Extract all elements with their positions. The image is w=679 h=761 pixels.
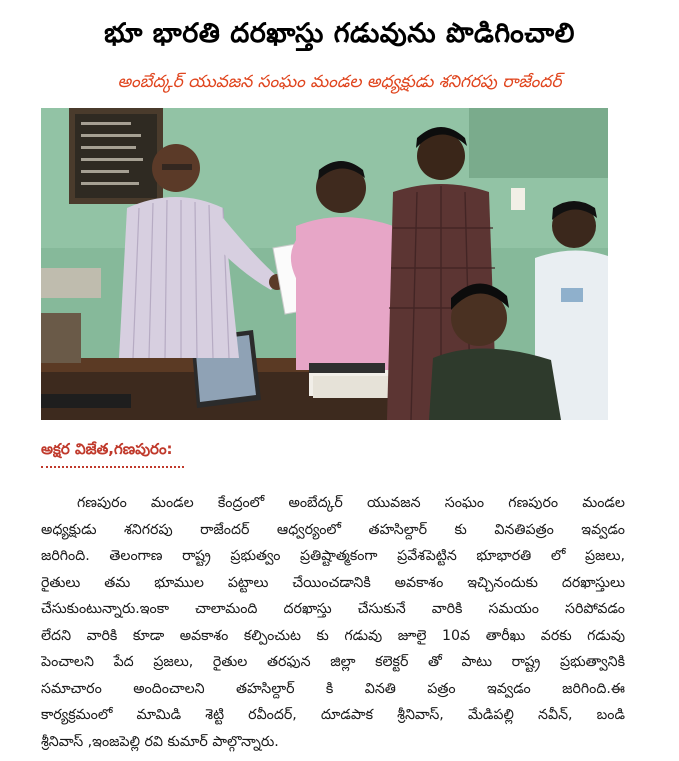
dateline-underline (41, 466, 184, 468)
body-line: శ్రీనివాస్ ,ఇంజపెల్లి రవి కుమార్ పాల్గొన్నారు. (41, 733, 279, 750)
headline: భూ భారతి దరఖాస్తు గడువును పొడిగించాలి (104, 18, 575, 49)
body-line: చేసుకుంటున్నారు.ఇంకా చాలామంది దరఖాస్తు చేసుకునే వారికి సమయం సరిపోవడం (41, 601, 625, 617)
body-line: జరిగింది. తెలంగాణ రాష్ట్ర ప్రభుత్వం ప్రతిష్టాత్మకంగా ప్రవేశపెట్టిన భూభారతి లో ప్రజలు, (41, 548, 625, 564)
body-line: పెంచాలని పేద ప్రజలు, రైతుల తరఫున జిల్లా కలెక్టర్ తో పాటు రాష్ట్ర ప్రభుత్వానికి (41, 654, 625, 670)
body-line: గణపురం మండల కేంద్రంలో అంబేద్కర్ యువజన సంఘం గణపురం మండల (77, 495, 625, 511)
dateline: అక్షర విజేత,గణపురం: (41, 440, 173, 458)
body-line: రైతులు తమ భూముల పట్టాలు చేయించడానికి అవకాశం ఇచ్చినందుకు దరఖాస్తులు (41, 574, 625, 591)
body-line: అధ్యక్షుడు శనిగరపు రాజేందర్ ఆధ్వర్యంలో తహసిల్దార్ కు వినతిపత్రం ఇవ్వడం (41, 521, 625, 538)
subheadline: అంబేద్కర్ యువజన సంఘం మండల అధ్యక్షుడు శనిగరపు రాజేందర్ (117, 72, 562, 92)
body-line: కార్యక్రమంలో మామిడి శెట్టి రవీందర్, దూడపాక శ్రీనివాస్, మేడిపల్లి నవీన్, బండి (41, 707, 625, 723)
body-line: లేదని వారికి కూడా అవకాశం కల్పించుట కు గడువు జూలై 10వ తారీఖు వరకు గడువు (41, 627, 625, 644)
article-body (41, 490, 625, 755)
news-photo-illustration (41, 108, 608, 420)
body-line: సమాచారం అందించాలని తహసిల్దార్ కి వినతి పత్రం ఇవ్వడం జరిగింది.ఈ (41, 680, 625, 697)
news-photo (41, 108, 608, 420)
